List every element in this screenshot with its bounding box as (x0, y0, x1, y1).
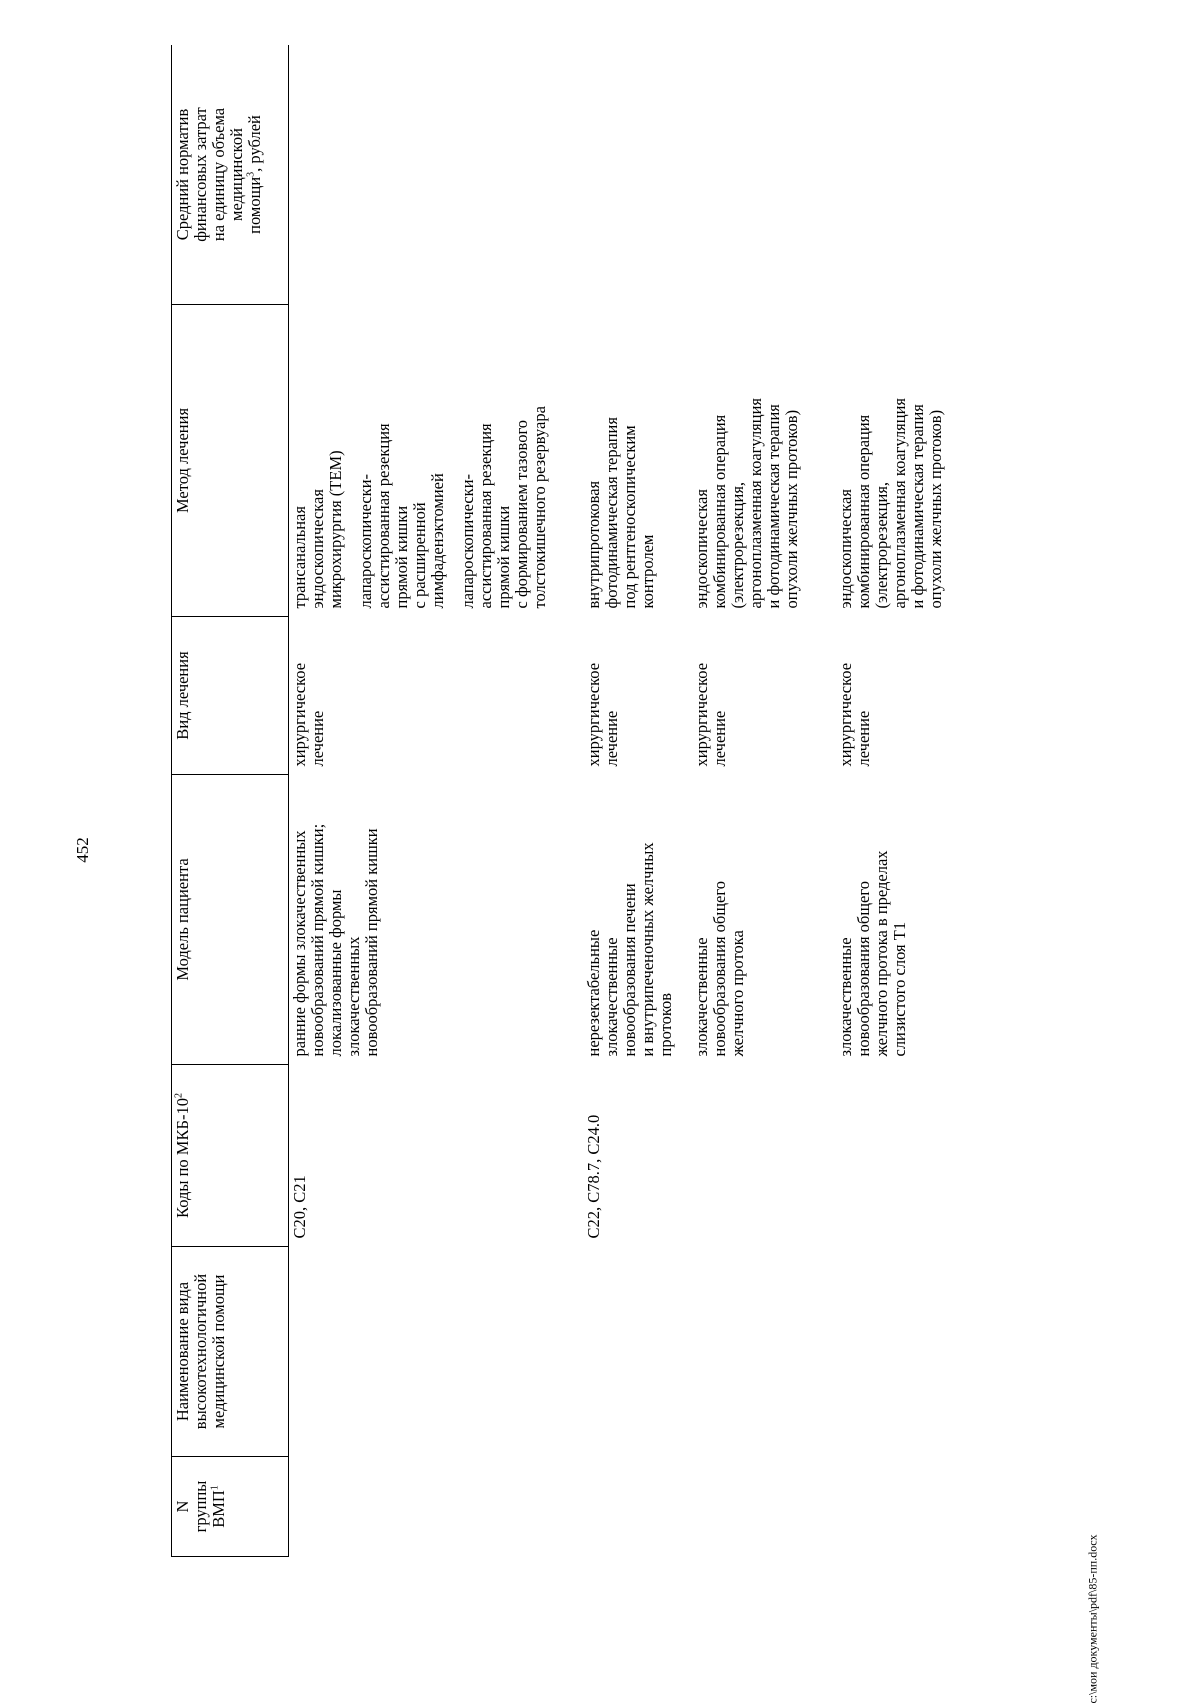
group-number-cell (289, 1457, 586, 1557)
header-row (172, 45, 289, 1557)
icd-codes-cell (693, 1065, 837, 1247)
icd-codes-cell: C20, C21 (290, 1175, 309, 1239)
rotated-table-container (171, 45, 1200, 1557)
header-patient-model: Модель пациента (172, 775, 289, 1065)
treatment-method-cell (585, 305, 693, 617)
table-row (837, 45, 945, 1557)
method-item: лапароскопически- ассистированная резекция прямой кишки с формированием тазового толстокишечного резервуара (458, 406, 549, 609)
table-row (693, 45, 837, 1557)
treatment-type-cell: хирургическое лечение (836, 662, 873, 767)
care-type-name-cell (693, 1247, 837, 1457)
method-item: эндоскопическая комбинированная операция (электрорезекция, аргоноплазменная коагуляция и фотодинамическая терапия опухоли желчных протоков) (836, 397, 945, 609)
treatment-method-cell (289, 305, 586, 617)
group-number-cell (585, 1457, 693, 1557)
table-frame (171, 45, 1200, 1557)
treatment-type-cell: хирургическое лечение (290, 662, 327, 767)
care-type-name-cell (585, 1247, 693, 1457)
average-cost-cell (837, 45, 945, 305)
method-item: внутрипротоковая фотодинамическая терапия под рентгеноскопическим контролем (584, 417, 657, 609)
table-row (289, 45, 586, 1557)
patient-model-cell: нерезектабельные злокачественные новообразования печени и внутрипеченочных желчных протоков (584, 842, 675, 1057)
treatment-method-cell (837, 305, 945, 617)
patient-model-cell: ранние формы злокачественных новообразований прямой кишки; локализованные формы злокачественных новообразований прямой кишки (290, 823, 381, 1057)
average-cost-cell (289, 45, 586, 305)
method-item: трансанальная эндоскопическая микрохирургия (ТЕМ) (290, 450, 345, 609)
treatment-method-cell (693, 305, 837, 617)
method-item: лапароскопически- ассистированная резекция прямой кишки с расширенной лимфаденэктомией (356, 423, 447, 609)
header-care-type-name: Наименование вида высокотехнологичной медицинской помощи (172, 1247, 289, 1457)
group-number-cell (693, 1457, 837, 1557)
treatment-type-cell: хирургическое лечение (692, 662, 729, 767)
group-number-cell (837, 1457, 945, 1557)
icd-codes-cell: C22, C78.7, C24.0 (584, 1114, 603, 1239)
average-cost-cell (693, 45, 837, 305)
method-item: эндоскопическая комбинированная операция (электрорезекция, аргоноплазменная коагуляция и фотодинамическая терапия опухоли желчных протоков) (692, 397, 801, 609)
header-average-cost: Средний норматив финансовых затрат на единицу объема медицинской помощи$^3$, рублей (172, 45, 289, 305)
treatment-type-cell: хирургическое лечение (584, 662, 621, 767)
care-type-name-cell (837, 1247, 945, 1457)
care-type-name-cell (289, 1247, 586, 1457)
footer-file-path: c:\мои документы\pdf\85-пп.docx (1085, 1534, 1100, 1704)
vmp-table (171, 45, 945, 1557)
header-treatment-type: Вид лечения (172, 617, 289, 775)
page-number: 452 (73, 837, 92, 863)
table-row (585, 45, 693, 1557)
header-group-number: N группы ВМП$^1$ (172, 1457, 289, 1557)
header-treatment-method: Метод лечения (172, 305, 289, 617)
patient-model-cell: злокачественные новообразования общего желчного протока в пределах слизистого слоя T1 (836, 850, 909, 1057)
icd-codes-cell (837, 1065, 945, 1247)
patient-model-cell: злокачественные новообразования общего желчного протока (692, 881, 747, 1057)
header-icd-codes: Коды по МКБ-$10^2$ (172, 1065, 289, 1247)
average-cost-cell (585, 45, 693, 305)
